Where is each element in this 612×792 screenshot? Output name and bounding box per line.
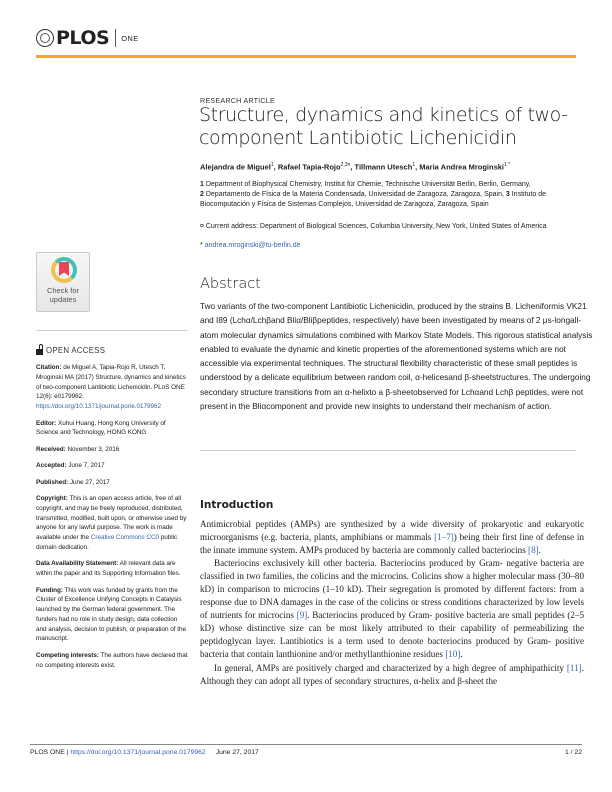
author-list: Alejandra de Miguel$^1$, Rafael Tapia-Rojo$^{2,3¤}$, Tillmann Utesch$^1$, Maria Andrea Mroginski$^{1 *}$ [200,162,511,172]
label: Accepted: [36,462,67,470]
paragraph [200,557,584,661]
value: This work was funded by grants from the Cluster of Excellence Unifying Concepts in Catalysis launched by the German federal government. The funders had no role in study design, data collection and analysis, decision to publish, or preparation of the manuscript. [36,586,186,643]
label: Editor: [36,419,57,427]
value: This is an open access article, free of all copyright, and may be freely reproduced, distributed, transmitted, modified, built upon, or otherwise used by anyone for any lawful purpose. The work is made available under the [36,494,187,542]
affiliation: Departamento de Física de la Materia Condensada, Universidad de Zaragoza, Zaragoza, Spain, [205,191,504,199]
open-access-badge [36,346,105,355]
value: Xuhui Huang, Hong Kong University of Science and Technology, HONG KONG [36,419,166,437]
funding-info [36,586,188,645]
value: All relevant data are within the paper and its Supporting Information files. [36,560,181,578]
label: Published: [36,478,69,486]
footer-journal: PLOS ONE | [30,749,69,756]
para-text: In general, AMPs are positively charged and characterized by a high degree of amphipathicity [214,662,567,673]
corresponding-email [200,242,301,249]
author[interactable]: Tillmann Utesch [354,162,413,172]
citation-link[interactable]: [11] [566,662,582,673]
article-type: RESEARCH ARTICLE [200,96,275,105]
author-sup: 1 [270,162,274,168]
data-availability-info [36,559,188,579]
logo-plos-text: PLOS [56,27,110,49]
editor-info [36,419,188,439]
introduction-heading: Introduction [200,499,274,511]
label: Citation: [36,364,62,371]
citation-doi-link[interactable]: https://doi.org/10.1371/journal.pone.0179962 [36,403,162,411]
affiliations [200,180,595,211]
author[interactable]: Rafael Tapia-Rojo [277,162,341,172]
current-address: ¤ Current address: Department of Biological Sciences, Columbia University, New York, United States of America [200,223,547,230]
value: public domain dedication. [36,534,178,551]
author[interactable]: Alejandra de Miguel [200,162,271,172]
para-text: . Although they can adopt all types of secondary structures, α-helix and β-sheet the [200,662,584,686]
sidebar-divider [36,330,188,331]
author[interactable]: Maria Andrea Mroginski [419,162,505,172]
page-number: 1 / 22 [564,749,582,756]
plos-one-logo[interactable] [36,27,139,49]
label: Competing interests: [36,651,99,659]
para-text: ) being their first line of defense in the innate immune system. AMPs produced by bacteria are commonly called bacteriocins [200,532,584,556]
value: November 3, 2016 [67,445,120,453]
author-sup: 1 * [504,162,511,168]
published-info [36,478,188,488]
open-access-label: OPEN ACCESS [46,346,106,355]
value: June 7, 2017 [68,462,105,470]
plos-globe-icon [36,29,54,47]
check-updates-label: Check for updates [46,286,80,304]
paragraph [200,518,584,557]
abstract-text: Two variants of the two-component Lantibiotic Lichenicidin, produced by the strains B. Licheniformis VK21 and I89 (Lchα/Lchβand Bliα/Bliβpeptides, respectively) have been investigated by means of 2 μs-longall-atom molecular dynamics simulations combined with Markov State Models. This rigorous statistical analysis enabled to evaluate the dynamic and kinetic properties of the aforementioned systems which are not accessible via experimental techniques. The structural flexibility characteristic of these small peptides is understood by a delicate equilibrium between random coil, α-helicesand β-sheetstructures. The undergoing secondary structure transitions from an α-helixto a β-sheetobserved for Lchαand Lchβ peptides, were not present in the Bliαcomponent and provide new insights to understand their mechanism of action. [200,302,593,412]
citation-link[interactable]: [8] [528,545,539,556]
para-text: . Bacteriocins produced by Gram- positive bacteria are small peptides (2–5 kD) whose distinctive size can be most likely attributed to their capability of permeabilizing the peptidoglycan layer. Lantibiotics is a term used to denote bacteriocins produced by Gram- positive bacteria that contain lanthionine and/or methyllanthionine residues [200,610,584,660]
label: Data Availability Statement: [36,560,119,568]
citation-link[interactable]: [1–7] [434,532,454,543]
logo-journal-text: ONE [121,33,139,43]
footer-divider [30,744,582,745]
author-sup: 1 [412,162,416,168]
article-title: Structure, dynamics and kinetics of two-component Lantibiotic Lichenicidin [199,104,568,149]
citation-info [36,363,188,412]
affil-num: 3 [505,191,510,199]
received-info [36,445,188,455]
label: Funding: [36,586,63,594]
value: de Miguel A, Tapia-Rojo R, Utesch T, Mroginski MA (2017) Structure, dynamics and kinetics of two-component Lantibiotic Lichenicidin. PLoS ONE 12(6): e0179962. [36,364,186,401]
creative-commons-link[interactable]: Creative Commons CC0 [90,534,160,542]
affiliation: Instituto de Biocomputación y Física de Sistemas Complejos, Universidad de Zaragoza, Zaragoza, Spain [200,191,546,209]
para-text: Antimicrobial peptides (AMPs) are synthesized by a wide diversity of prokaryotic and eukaryotic microorganisms (e.g. bacteria, plants, amphibians or mammals [200,519,584,543]
affil-num: 2 [200,191,204,199]
competing-interests-info [36,651,188,671]
copyright-info [36,494,188,553]
para-text: . [460,649,463,660]
open-lock-icon [36,349,43,355]
citation-link[interactable]: [10] [445,649,461,660]
label: Copyright: [36,494,68,502]
abstract-heading: Abstract [200,276,261,292]
footer-date: June 27, 2017 [215,749,259,756]
paragraph [200,662,584,688]
page-footer [30,749,582,756]
email-link[interactable]: andrea.mroginski@tu-berlin.de [204,242,301,249]
value: June 27, 2017 [69,478,110,486]
introduction-text [200,518,584,688]
footer-doi-link[interactable]: https://doi.org/10.1371/journal.pone.0179962 [70,749,206,756]
para-text: Bacteriocins exclusively kill other bacteria. Bacteriocins produced by Gram- negative bacteria are classified in two families, the colicins and the microcins. Colicins show a higher molecular mass (30–80 kD) in comparison to microcins (1–10 kD). Their segregation is promoted by different factors: from a response due to DNA damages in the case of the colicins or stress conditions characterized by low levels of nutrients for microcins [200,558,584,621]
para-text: . [538,545,541,556]
label: Received: [36,445,66,453]
citation-link[interactable]: [9] [296,610,308,621]
abstract-divider [200,450,576,451]
author-sup: 2,3¤ [340,162,351,168]
accepted-info [36,461,188,471]
value: The authors have declared that no competing interests exist. [36,651,188,669]
affiliation: Department of Biophysical Chemistry, Institut für Chemie, Technische Universität Berlin, Berlin, Germany, [205,181,531,188]
logo-divider [115,29,116,47]
header-accent-bar [36,55,576,58]
check-for-updates-badge[interactable] [36,252,90,312]
email-star: * [200,242,203,249]
article-info-sidebar [36,363,188,677]
affil-num: 1 [200,181,204,188]
